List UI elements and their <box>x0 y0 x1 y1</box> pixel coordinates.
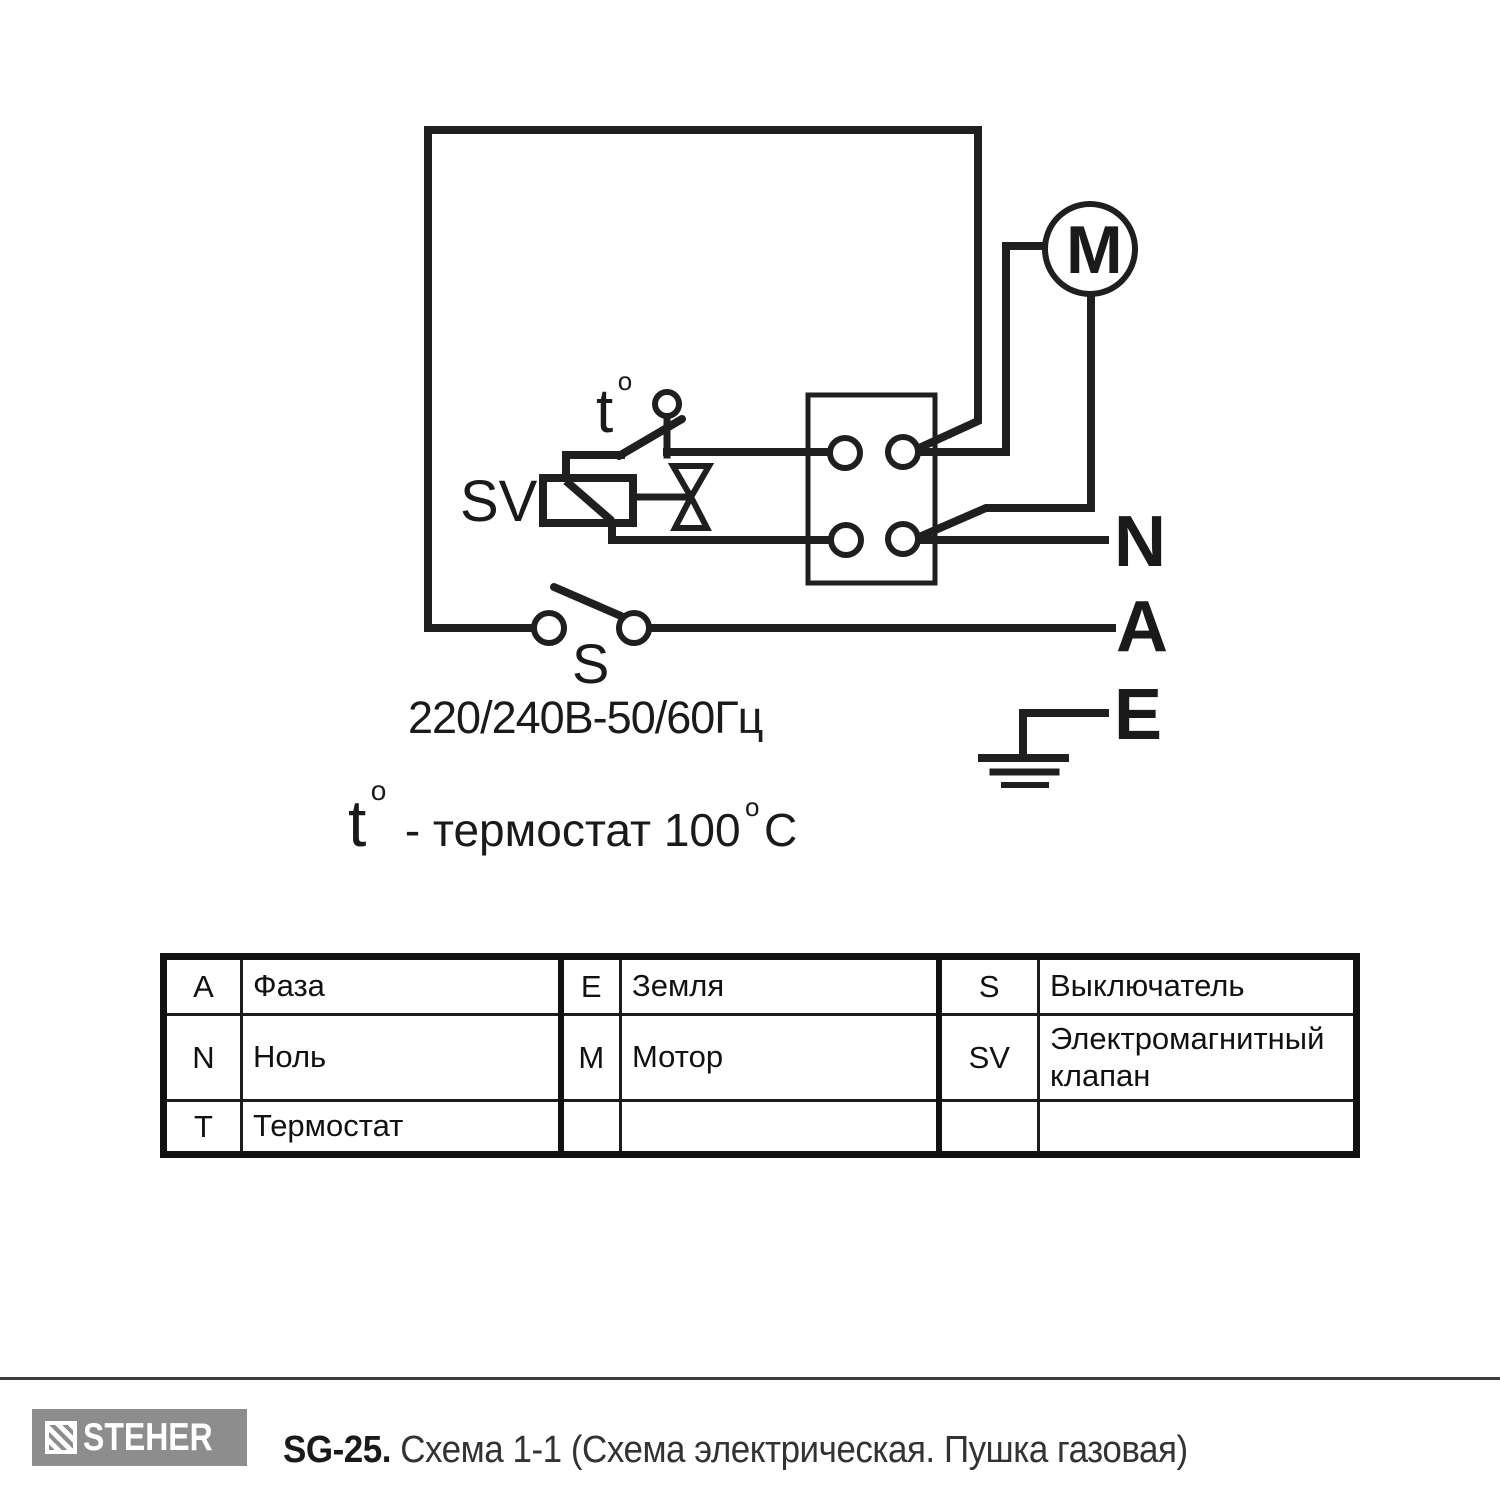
legend-key-empty-2 <box>939 1101 1039 1155</box>
terminal-bottom-right <box>888 524 918 554</box>
legend-val-sv: Электромагнитный клапан <box>1039 1015 1357 1101</box>
motor-feed-wire <box>919 246 1046 452</box>
legend-key-m: M <box>561 1015 621 1101</box>
footer-caption <box>283 1429 1188 1472</box>
brand-logo <box>32 1409 247 1466</box>
switch-lever <box>554 587 621 616</box>
legend-key-empty-1 <box>561 1101 621 1155</box>
legend-val-empty-1 <box>621 1101 939 1155</box>
legend-val-s: Выключатель <box>1039 957 1357 1015</box>
brand-logo-text: STEHER <box>83 1415 213 1459</box>
legend-val-a: Фаза <box>242 957 561 1015</box>
legend-val-m: Мотор <box>621 1015 939 1101</box>
legend-key-n: N <box>164 1015 242 1101</box>
earth-wire <box>1023 713 1105 756</box>
thermostat-contact-circle <box>655 392 679 416</box>
legend-key-a: A <box>164 957 242 1015</box>
legend-row-1 <box>164 957 1357 1015</box>
terminal-top-left <box>830 438 860 468</box>
solenoid-label: SV <box>460 469 538 534</box>
switch-label: S <box>572 632 610 695</box>
terminal-bottom-left <box>831 525 861 555</box>
footer-divider <box>0 1377 1500 1380</box>
motor-label: M <box>1066 212 1123 288</box>
legend-val-empty-2 <box>1039 1101 1357 1155</box>
terminal-top-right <box>888 437 918 467</box>
terminal-block <box>808 395 935 583</box>
phase-label: A <box>1116 587 1168 667</box>
steher-emblem-icon <box>45 1421 77 1454</box>
valve-bottom-triangle <box>675 497 707 528</box>
switch-contact-right <box>619 613 649 643</box>
thermostat-label: t o <box>596 366 633 446</box>
footer-caption-text: Схема 1-1 (Схема электрическая. Пушка газовая) <box>400 1429 1188 1471</box>
switch-contact-left <box>534 613 564 643</box>
legend-val-n: Ноль <box>242 1015 561 1101</box>
legend-key-t: T <box>164 1101 242 1155</box>
earth-label: E <box>1114 675 1163 755</box>
legend-val-e: Земля <box>621 957 939 1015</box>
legend-row-3 <box>164 1101 1357 1155</box>
legend-key-s: S <box>939 957 1039 1015</box>
neutral-label: N <box>1114 502 1166 582</box>
solenoid-output-wire <box>612 518 834 540</box>
legend-key-sv: SV <box>939 1015 1039 1101</box>
thermostat-legend: t o - термостат 100 o C <box>348 775 798 860</box>
footer-model: SG-25. <box>283 1429 391 1471</box>
legend-val-t: Термостат <box>242 1101 561 1155</box>
voltage-label: 220/240В-50/60Гц <box>408 692 763 743</box>
legend-key-e: E <box>561 957 621 1015</box>
legend-row-2 <box>164 1015 1357 1101</box>
legend-table <box>160 953 1360 1158</box>
